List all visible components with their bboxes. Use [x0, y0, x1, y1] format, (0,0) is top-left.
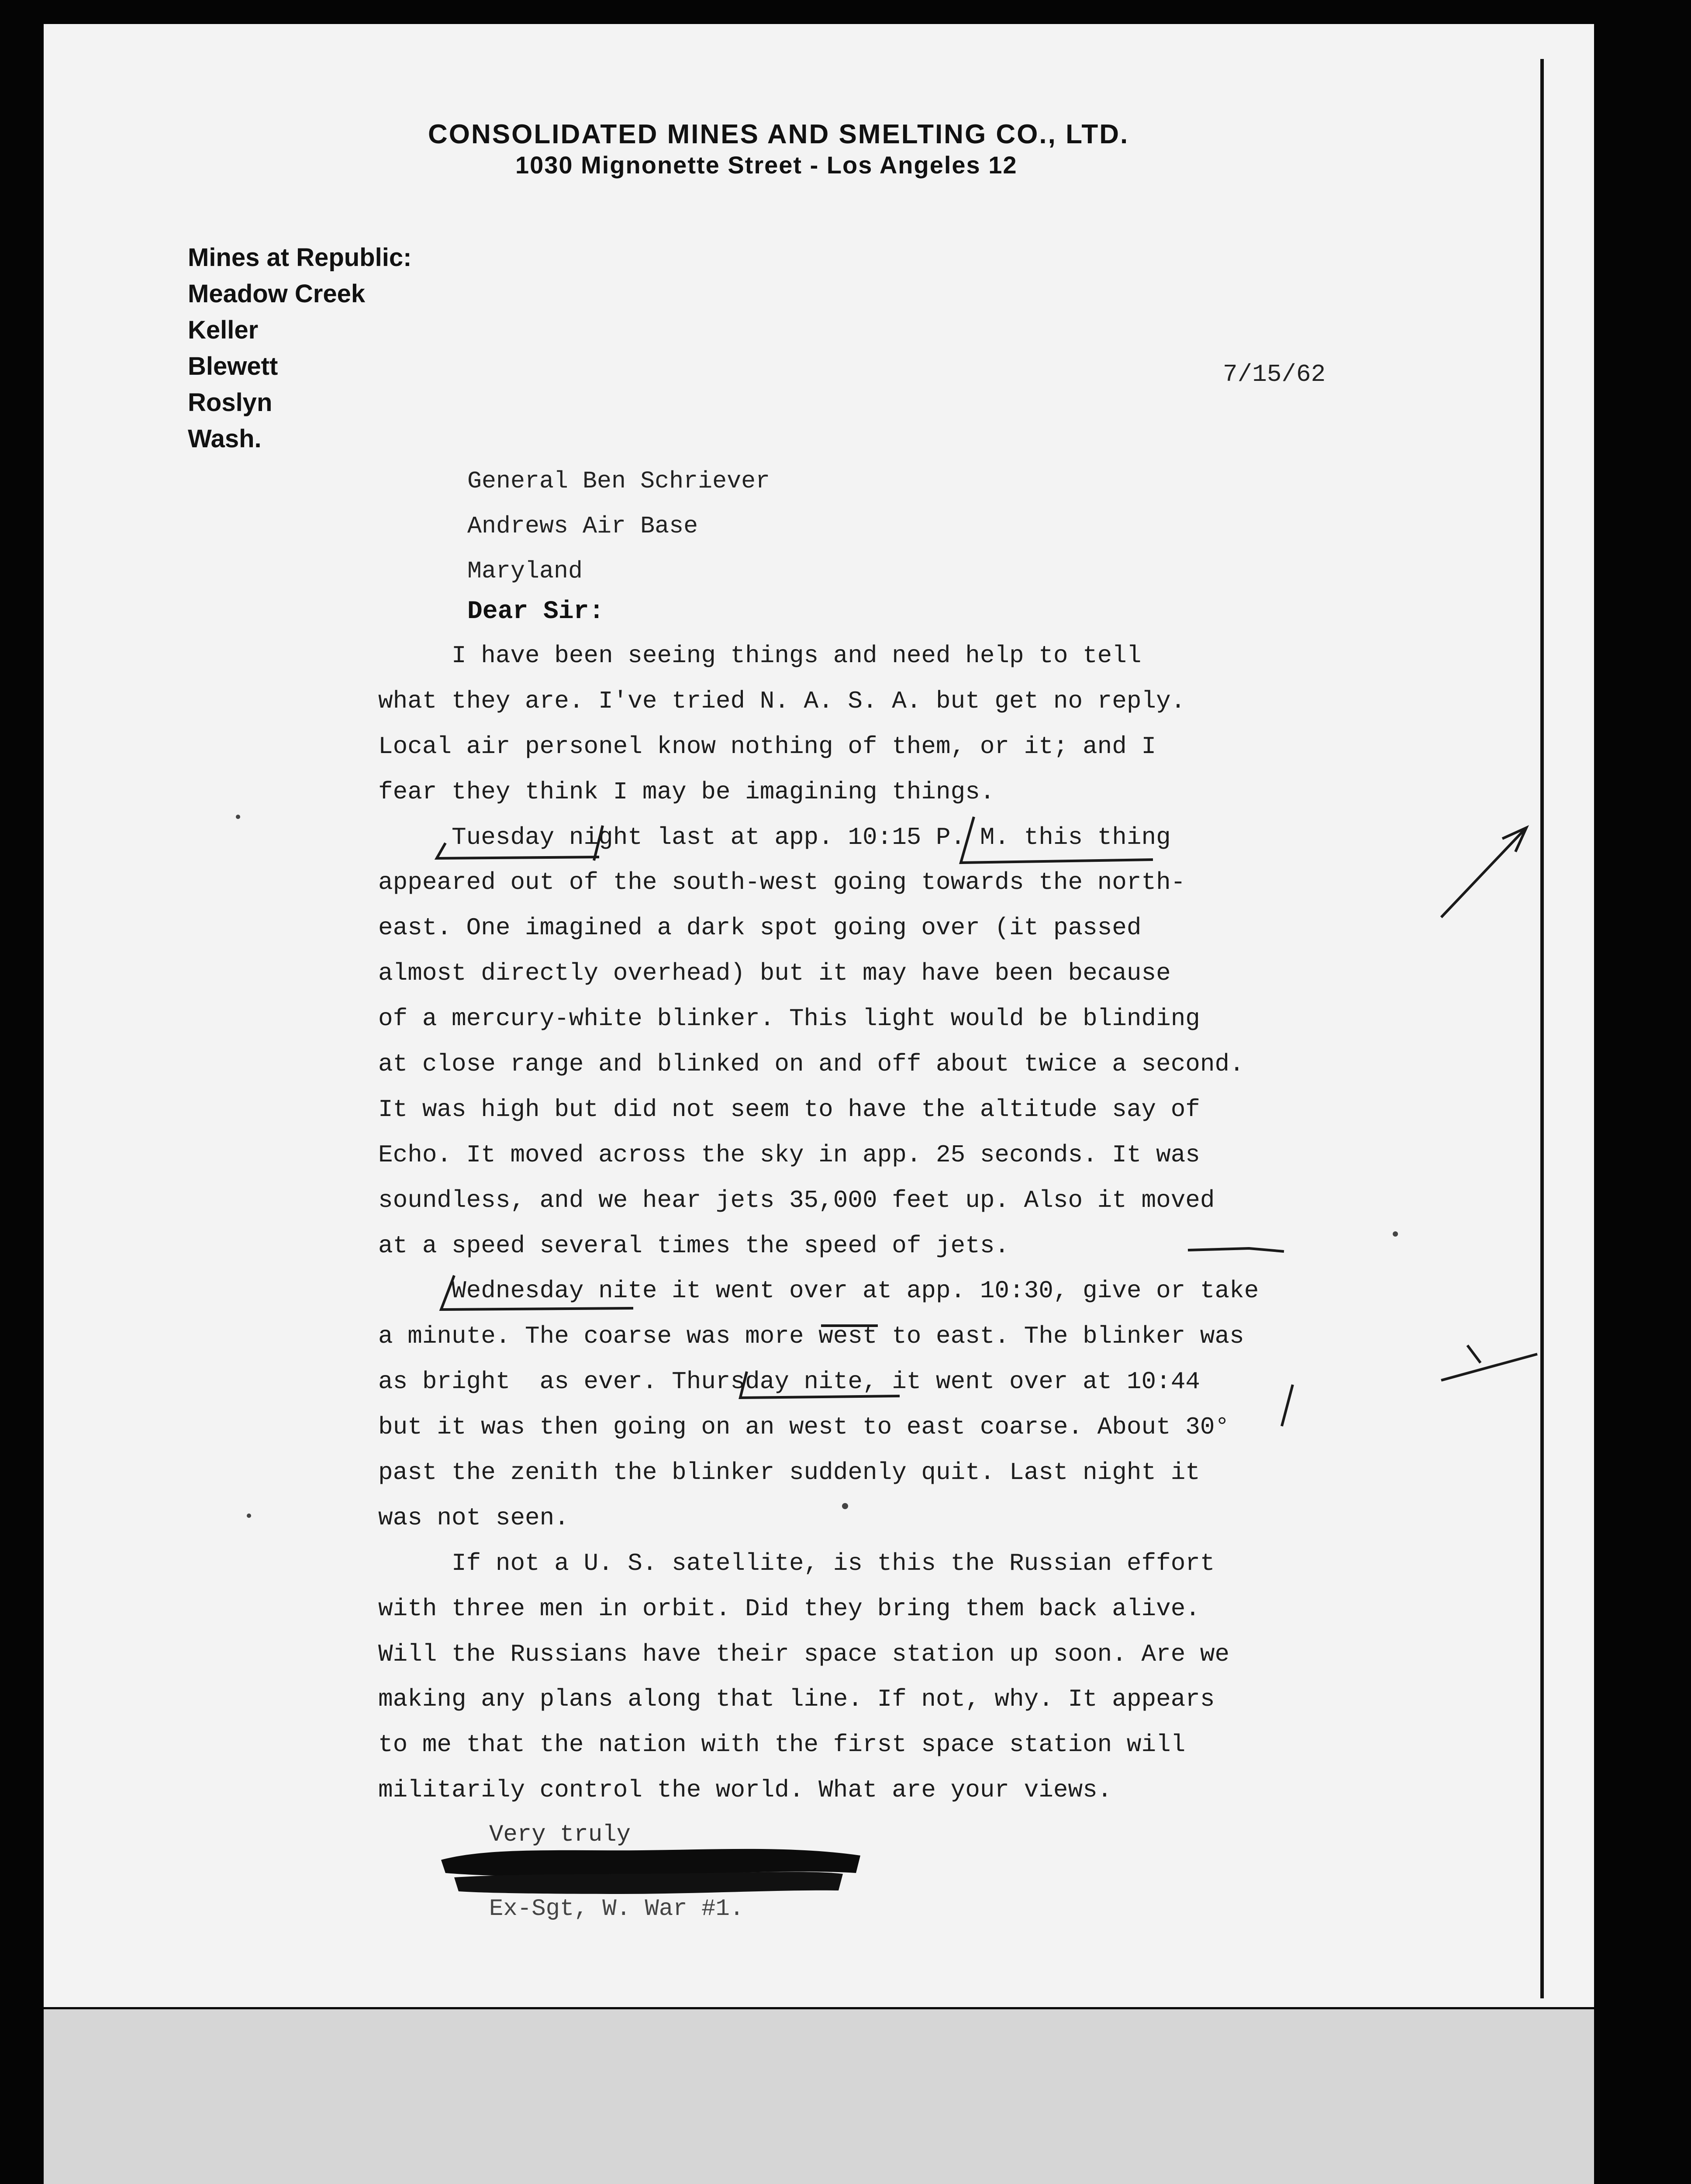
ink-dot: [247, 1514, 251, 1518]
ink-dot: [842, 1503, 848, 1509]
body-line: at close range and blinked on and off about twice a second.: [378, 1050, 1244, 1078]
mine-item: Wash.: [188, 425, 262, 453]
body-line: I have been seeing things and need help to tell: [378, 642, 1142, 670]
body-line: If not a U. S. satellite, is this the Russian effort: [378, 1549, 1215, 1577]
bracket-mark: [1467, 1345, 1480, 1363]
bracket-mark: [1282, 1385, 1293, 1426]
body-line: east. One imagined a dark spot going over (it passed: [378, 914, 1142, 942]
body-line: but it was then going on an west to east coarse. About 30°: [378, 1413, 1230, 1441]
body-line: to me that the nation with the first space station will: [378, 1731, 1186, 1759]
letterhead-address: 1030 Mignonette Street - Los Angeles 12: [515, 151, 1018, 179]
mine-item: Blewett: [188, 352, 278, 380]
body-line: at a speed several times the speed of jets.: [378, 1231, 1010, 1260]
body-line: militarily control the world. What are your views.: [378, 1776, 1112, 1804]
ink-dot: [1393, 1231, 1398, 1237]
bracket-mark: [437, 843, 599, 858]
margin-arrow: [1441, 830, 1524, 917]
underline-mark: [1188, 1248, 1284, 1251]
body-line: making any plans along that line. If not, why. It appears: [378, 1685, 1215, 1714]
body-line: a minute. The coarse was more west to east. The blinker was: [378, 1322, 1244, 1351]
body-line: almost directly overhead) but it may have been because: [378, 959, 1171, 988]
body-line: was not seen.: [378, 1503, 569, 1532]
body-line: Local air personel know nothing of them, or it; and I: [378, 732, 1156, 760]
body-line: Will the Russians have their space station up soon. Are we: [378, 1640, 1230, 1668]
bracket-mark: [441, 1275, 633, 1310]
mines-heading: Mines at Republic:: [188, 243, 412, 272]
body-line: It was high but did not seem to have the altitude say of: [378, 1095, 1200, 1123]
mine-item: Meadow Creek: [188, 280, 366, 308]
letter-date: 7/15/62: [1223, 360, 1326, 388]
mine-item: Keller: [188, 316, 259, 344]
body-line: fear they think I may be imagining things.: [378, 778, 995, 806]
body-line: soundless, and we hear jets 35,000 feet up. Also it moved: [378, 1186, 1215, 1214]
bracket-mark: [594, 826, 603, 860]
body-line: past the zenith the blinker suddenly quit. Last night it: [378, 1458, 1200, 1487]
recipient-name: General Ben Schriever: [467, 467, 770, 495]
body-line: of a mercury-white blinker. This light would be blinding: [378, 1005, 1200, 1033]
letterhead-company: CONSOLIDATED MINES AND SMELTING CO., LTD.: [428, 119, 1129, 149]
body-line: with three men in orbit. Did they bring them back alive.: [378, 1594, 1200, 1623]
body-line: as bright as ever. Thursday nite, it went over at 10:44: [378, 1368, 1200, 1396]
salutation: Dear Sir:: [467, 598, 604, 626]
bracket-mark: [740, 1372, 900, 1398]
closing: Very truly: [489, 1821, 631, 1848]
recipient-base: Andrews Air Base: [467, 512, 698, 540]
signature-title: Ex-Sgt, W. War #1.: [489, 1896, 744, 1922]
body-line: Echo. It moved across the sky in app. 25 seconds. It was: [378, 1140, 1200, 1169]
body-line: Tuesday night last at app. 10:15 P. M. this thing: [378, 823, 1171, 851]
recipient-state: Maryland: [467, 557, 583, 585]
bracket-mark: [961, 817, 1153, 863]
body-line: Wednesday nite it went over at app. 10:30, give or take: [378, 1277, 1259, 1305]
ink-dot: [236, 815, 240, 819]
mine-item: Roslyn: [188, 388, 273, 417]
margin-line: [1441, 1354, 1537, 1380]
body-line: what they are. I've tried N. A. S. A. but get no reply.: [378, 687, 1186, 715]
body-line: appeared out of the south-west going towards the north-: [378, 868, 1186, 897]
